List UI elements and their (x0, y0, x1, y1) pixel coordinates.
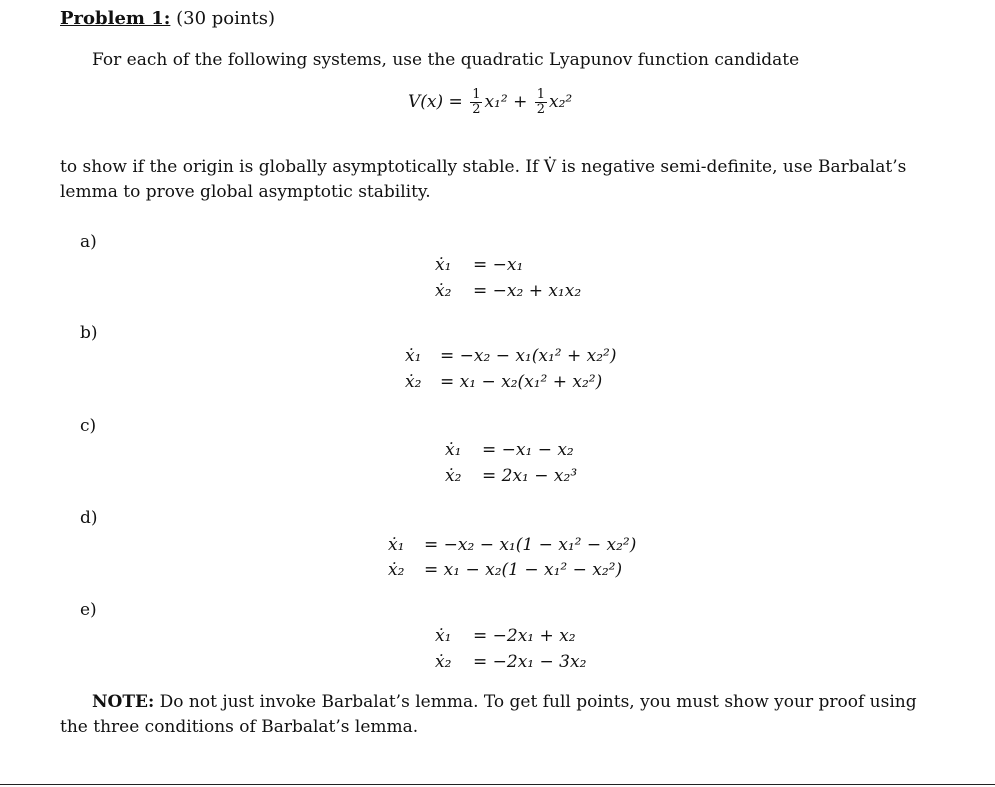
frac-1-num: 1 (472, 87, 481, 102)
lyapunov-term-2: x₂² (549, 92, 573, 112)
part-a-eq2-rhs: = −x₂ + x₁x₂ (473, 281, 582, 301)
lyapunov-term-1: x₁² + (484, 92, 528, 112)
part-a-eq2-lhs: ẋ₂ (435, 281, 452, 301)
part-b-eq2-lhs: ẋ₂ (405, 372, 422, 392)
part-d-label: d) (80, 508, 98, 528)
problem-label: Problem 1: (60, 8, 171, 29)
part-c-eq2-lhs: ẋ₂ (445, 466, 462, 486)
part-c-eq2-rhs: = 2x₁ − x₂³ (482, 466, 578, 486)
part-a-eq1-rhs: = −x₁ (473, 255, 524, 275)
part-d-eq1-rhs: = −x₂ − x₁(1 − x₁² − x₂²) (424, 535, 637, 555)
lyapunov-frac-2 (535, 88, 547, 117)
part-a-label: a) (80, 232, 97, 252)
frac-2-den: 2 (536, 102, 546, 117)
lyapunov-lhs: V(x) = (408, 92, 463, 112)
frac-2-num: 1 (536, 87, 546, 102)
problem-title (60, 8, 275, 29)
part-e-eq2-rhs: = −2x₁ − 3x₂ (473, 652, 587, 672)
part-b-eq2-rhs: = x₁ − x₂(x₁² + x₂²) (440, 372, 603, 392)
bottom-divider (0, 784, 995, 785)
part-e-eq2-lhs: ẋ₂ (435, 652, 452, 672)
note-text: Do not just invoke Barbalat’s lemma. To get full points, you must show your proof using the three conditions of Barbalat’s lemma. (60, 692, 917, 737)
frac-1-den: 2 (472, 102, 481, 117)
part-b-eq1-rhs: = −x₂ − x₁(x₁² + x₂²) (440, 346, 617, 366)
part-d-eq1-lhs: ẋ₁ (388, 535, 405, 555)
part-d-eq2-lhs: ẋ₂ (388, 560, 405, 580)
part-b-eq1-lhs: ẋ₁ (405, 346, 422, 366)
intro-text: For each of the following systems, use the quadratic Lyapunov function candidate (92, 50, 800, 70)
lyapunov-frac-1 (470, 88, 482, 117)
problem-points: (30 points) (176, 8, 275, 29)
part-c-eq1-rhs: = −x₁ − x₂ (482, 440, 574, 460)
part-e-eq1-lhs: ẋ₁ (435, 626, 452, 646)
part-c-label: c) (80, 416, 97, 436)
lyapunov-function (408, 88, 572, 117)
part-c-eq1-lhs: ẋ₁ (445, 440, 462, 460)
instructions-text: to show if the origin is globally asymptotically stable. If V̇ is negative semi-definite, use Barbalat’s lemma to prove global asymptotic stability. (60, 157, 907, 202)
part-a-eq1-lhs: ẋ₁ (435, 255, 452, 275)
note-label: NOTE: (92, 692, 155, 712)
part-d-eq2-rhs: = x₁ − x₂(1 − x₁² − x₂²) (424, 560, 623, 580)
part-e-eq1-rhs: = −2x₁ + x₂ (473, 626, 576, 646)
part-e-label: e) (80, 600, 97, 620)
note-paragraph (60, 690, 930, 740)
part-b-label: b) (80, 323, 98, 343)
